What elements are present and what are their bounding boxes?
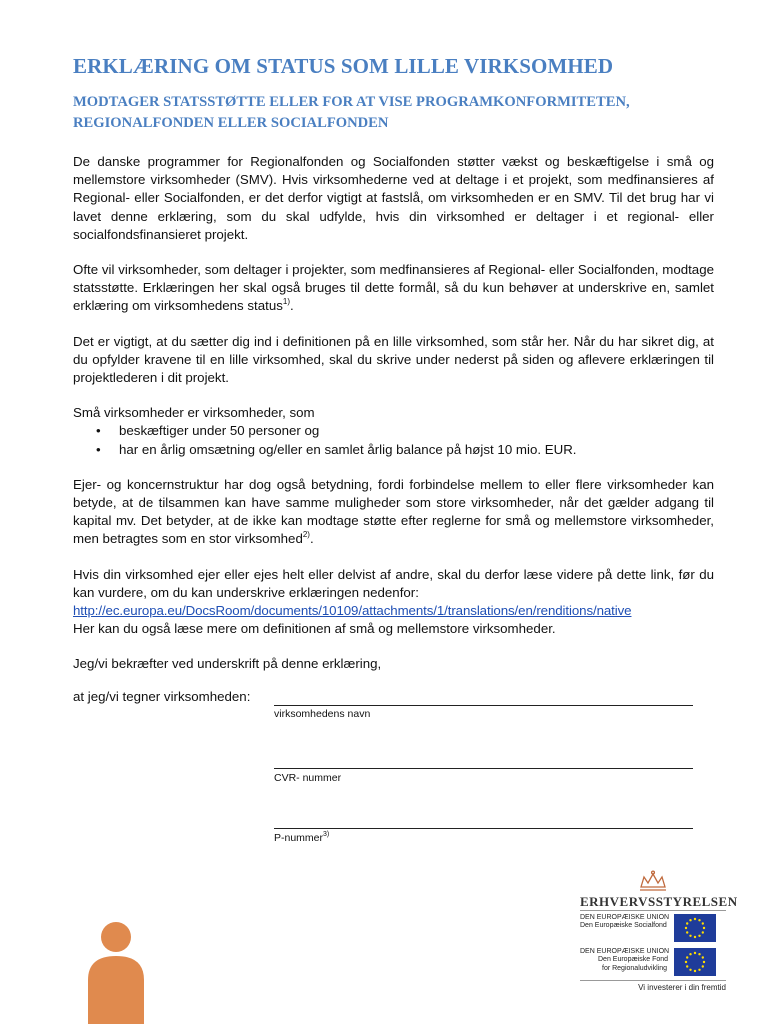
paragraph-intro: De danske programmer for Regionalfonden og Socialfonden støtter vækst og beskæftigelse i små og mellemstore virksomheder (SMV). Hvis virksomhederne ved at deltage i et projekt, som medfinansieres af Regional- eller Socialfonden, er det derfor vigtigt at fastslå, om virksomheden er en SMV. Til det brug har vi lavet denne erklæring, som du skal udfylde, hvis din virksomhed er deltager i et regional- eller socialfondsfinansieret projekt. <box>73 154 714 242</box>
paragraph-ownership <box>73 476 714 549</box>
eu-regional-fund-line3: for Regionaludvikling <box>602 964 667 972</box>
footnote-ref-1: 1) <box>282 297 290 307</box>
cvr-number-caption: CVR- nummer <box>274 772 342 784</box>
eu-social-fund-line1: DEN EUROPÆISKE UNION <box>580 914 670 921</box>
crown-icon <box>580 870 726 892</box>
tagline: Vi investerer i din fremtid <box>580 980 726 992</box>
criteria-list <box>73 422 714 458</box>
agency-name: ERHVERVSSTYRELSEN <box>580 894 738 909</box>
criteria-intro: Små virksomheder er virksomheder, som <box>73 405 315 421</box>
person-icon <box>86 920 146 1024</box>
document-title: ERKLÆRING OM STATUS SOM LILLE VIRKSOMHED <box>73 54 614 78</box>
criteria-item: • har en årlig omsætning og/eller en samlet årlig balance på højst 10 mio. EUR. <box>119 441 714 459</box>
eu-regional-fund-line1: DEN EUROPÆISKE UNION <box>580 948 670 955</box>
signature-label: at jeg/vi tegner virksomheden: <box>73 689 251 704</box>
eu-social-fund-text <box>580 914 678 931</box>
paragraph-link-after: Her kan du også læse mere om definitionen af små og mellemstore virksomheder. <box>73 621 556 637</box>
p-number-caption-text: P-nummer <box>274 832 324 844</box>
paragraph-link <box>73 566 714 639</box>
eu-regional-fund-text <box>580 948 678 973</box>
period: . <box>290 298 294 314</box>
eu-flag-icon <box>674 948 716 976</box>
document-body <box>73 153 714 691</box>
logo-divider <box>580 910 726 911</box>
document-subtitle: MODTAGER STATSSTØTTE ELLER FOR AT VISE PROGRAMKONFORMITETEN, REGIONALFONDEN ELLER SOCIALFONDEN <box>73 94 630 131</box>
paragraph-ownership-text: Ejer- og koncernstruktur har dog også betydning, fordi forbindelse mellem to eller flere virksomheder kan betyde, at de tilsammen kan have samme muligheder som store virksomheder, når det gælder adgang til kapital mv. Det betyder, at de ikke kan modtage støtte efter reglerne for små og mellemstore virksomheder, men betragtes som en stor virksomhed <box>73 476 714 547</box>
cvr-number-field[interactable] <box>274 768 693 769</box>
paragraph-definition: Det er vigtigt, at du sætter dig ind i definitionen på en lille virksomhed, som står her. Når du har sikret dig, at du opfylder kravene til en lille virksomhed, skal du skrive under nederst på siden og aflevere erklæringen til projektlederen i dit projekt. <box>73 333 714 386</box>
paragraph-state-aid-text: Ofte vil virksomheder, som deltager i projekter, som medfinansieres af Regional- eller Socialfonden, modtage statsstøtte. Erklæringen her skal også bruges til dette formål, så du kun behøver at underskrive en, samlet erklæring om virksomhedens status <box>73 262 714 314</box>
definition-link[interactable]: http://ec.europa.eu/DocsRoom/documents/10109/attachments/1/translations/en/renditions/native <box>73 603 632 619</box>
paragraph-link-text: Hvis din virksomhed ejer eller ejes helt eller delvist af andre, skal du derfor læse videre på dette link, før du kan vurdere, om du kan underskrive erklæringen nedenfor: <box>73 566 714 600</box>
eu-social-fund-logo <box>580 914 726 946</box>
company-name-caption: virksomhedens navn <box>274 708 371 720</box>
eu-social-fund-line2: Den Europæiske Socialfond <box>580 922 667 930</box>
eu-regional-fund-logo <box>580 948 726 980</box>
eu-flag-icon <box>674 914 716 942</box>
footnote-ref-2: 2) <box>302 530 310 540</box>
paragraph-state-aid <box>73 261 714 316</box>
criteria-block <box>73 404 714 459</box>
p-number-field[interactable] <box>274 828 693 829</box>
p-number-caption <box>274 832 329 844</box>
eu-regional-fund-line2: Den Europæiske Fond <box>598 956 669 964</box>
funding-logos <box>580 870 738 994</box>
criteria-item: • beskæftiger under 50 personer og <box>119 422 714 440</box>
footnote-ref-3: 3) <box>323 831 330 838</box>
period: . <box>309 531 314 547</box>
paragraph-confirm: Jeg/vi bekræfter ved underskrift på denne erklæring, <box>73 656 382 672</box>
company-name-field[interactable] <box>274 705 693 706</box>
